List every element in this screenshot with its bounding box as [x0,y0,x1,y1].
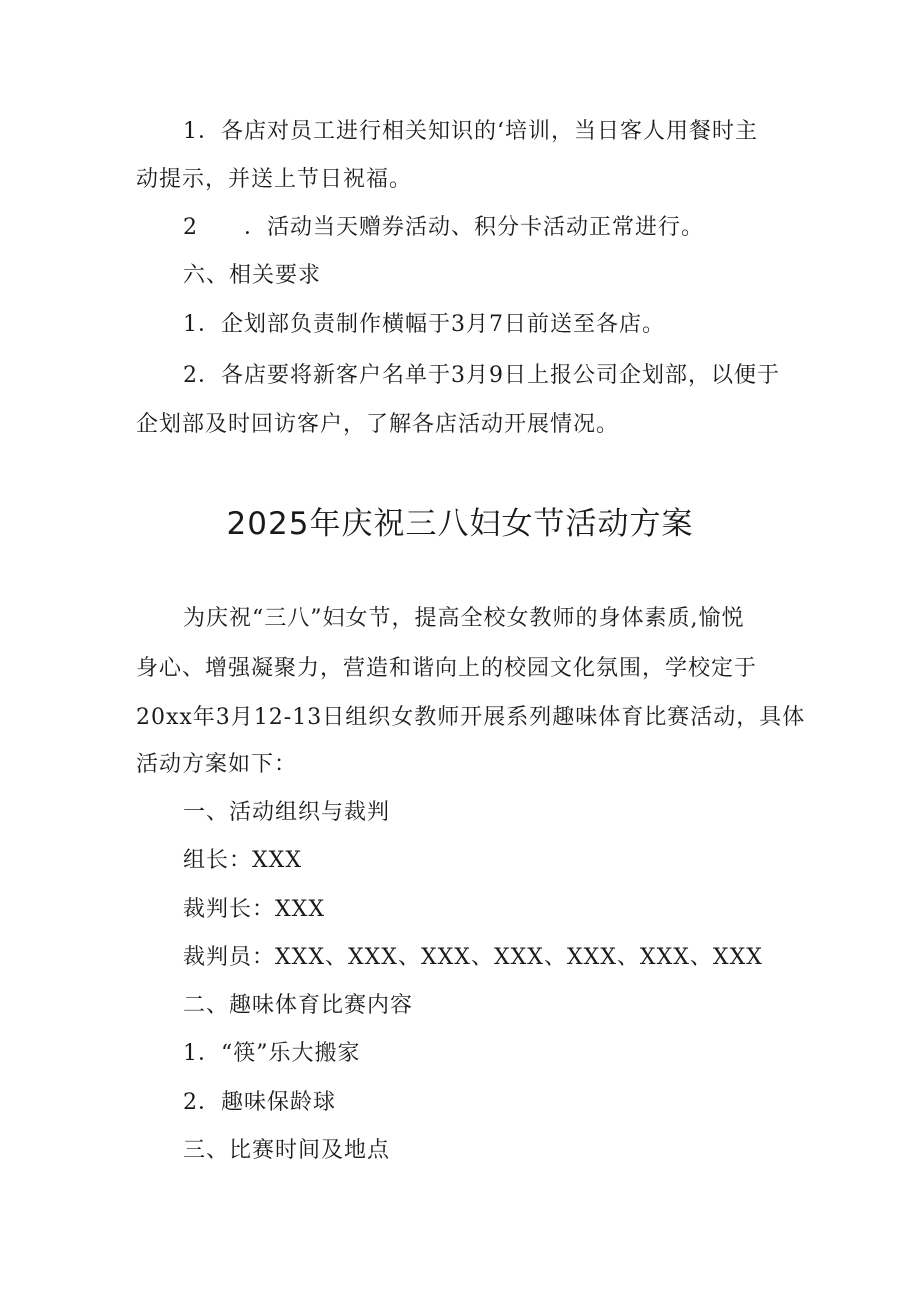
list-item: 裁判员：XXX、XXX、XXX、XXX、XXX、XXX、XXX [183,945,763,970]
paragraph-line: 2．各店要将新客户名单于3月9日上报公司企划部，以便于 [183,363,780,388]
paragraph-line: 为庆祝“三八”妇女节，提高全校女教师的身体素质,愉悦 [183,606,745,631]
paragraph-line: 身心、增强凝聚力，营造和谐向上的校园文化氛围，学校定于 [136,656,758,681]
paragraph-line: 1．各店对员工进行相关知识的‘培训，当日客人用餐时主 [183,119,758,144]
section-heading: 二、趣味体育比赛内容 [183,993,414,1018]
list-item: 裁判长：XXX [183,897,325,922]
paragraph-line: 2 ．活动当天赠券活动、积分卡活动正常进行。 [183,215,704,240]
paragraph-line: 活动方案如下： [136,752,298,777]
section-heading: 一、活动组织与裁判 [183,800,391,825]
paragraph-line: 动提示，并送上节日祝福。 [136,167,413,192]
document-title: 2025年庆祝三八妇女节活动方案 [226,506,694,542]
section-heading: 六、相关要求 [183,263,322,288]
list-item: 1．“筷”乐大搬家 [183,1041,361,1066]
section-heading: 三、比赛时间及地点 [183,1138,391,1163]
paragraph-line: 20xx年3月12-13日组织女教师开展系列趣味体育比赛活动，具体 [136,705,806,730]
list-item: 2．趣味保龄球 [183,1090,336,1115]
paragraph-line: 1．企划部负责制作横幅于3月7日前送至各店。 [183,312,665,337]
paragraph-line: 企划部及时回访客户，了解各店活动开展情况。 [136,412,620,437]
list-item: 组长：XXX [183,848,302,873]
